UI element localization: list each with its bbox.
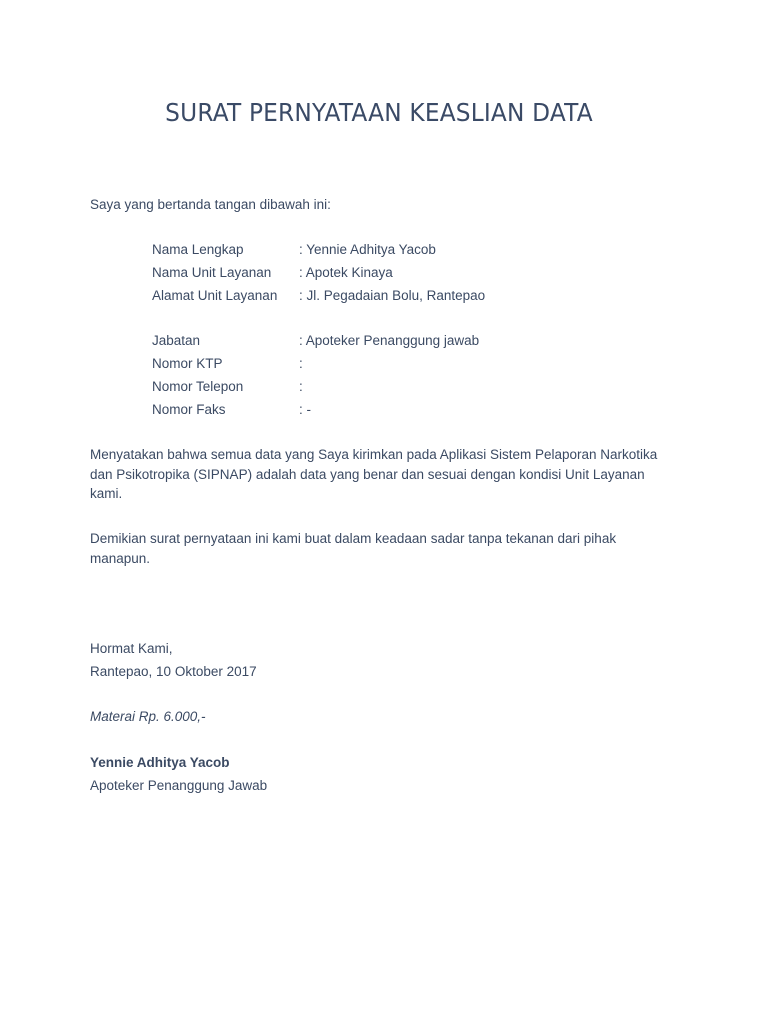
field-value: : [299, 378, 303, 394]
field-label: Nama Lengkap [152, 242, 244, 257]
field-label: Jabatan [152, 333, 201, 349]
field-value: : - [299, 401, 311, 417]
signer-position: Apoteker Penanggung Jawab [90, 778, 268, 793]
field-full-name [152, 239, 485, 262]
stamp-note: Materai Rp. 6.000,- [90, 709, 206, 724]
identity-fields [152, 239, 485, 421]
closing-line: Demikian surat pernyataan ini kami buat dalam keadaan sadar tanpa tekanan dari pihak [90, 531, 617, 546]
statement-line: kami. [90, 486, 123, 501]
field-value: : Yennie Adhitya Yacob [299, 242, 436, 257]
field-label: Nomor KTP [152, 355, 223, 371]
field-ktp-number [152, 353, 485, 376]
field-value: : Jl. Pegadaian Bolu, Rantepao [299, 287, 486, 303]
field-label: Alamat Unit Layanan [152, 287, 278, 303]
field-label: Nama Unit Layanan [152, 264, 272, 280]
place-date: Rantepao, 10 Oktober 2017 [90, 664, 257, 679]
intro-text: Saya yang bertanda tangan dibawah ini: [90, 197, 331, 212]
field-value: : [299, 355, 303, 371]
field-fax-number [152, 399, 485, 422]
field-value: : Apotek Kinaya [299, 264, 393, 280]
statement-line: dan Psikotropika (SIPNAP) adalah data yang benar dan sesuai dengan kondisi Unit Layanan [90, 466, 645, 482]
field-label: Nomor Telepon [152, 378, 244, 394]
signer-name: Yennie Adhitya Yacob [90, 755, 230, 770]
statement-paragraph [90, 445, 670, 504]
closing-line: manapun. [90, 550, 151, 566]
field-unit-name [152, 262, 485, 285]
document-title: SURAT PERNYATAAN KEASLIAN DATA [165, 98, 593, 127]
field-value: : Apoteker Penanggung jawab [299, 333, 480, 349]
statement-line: Menyatakan bahwa semua data yang Saya kirimkan pada Aplikasi Sistem Pelaporan Narkotika [90, 447, 658, 462]
field-label: Nomor Faks [152, 401, 226, 417]
field-phone-number [152, 376, 485, 399]
field-position [152, 330, 485, 353]
field-unit-address [152, 285, 485, 308]
salutation: Hormat Kami, [90, 641, 173, 656]
closing-paragraph [90, 529, 670, 568]
